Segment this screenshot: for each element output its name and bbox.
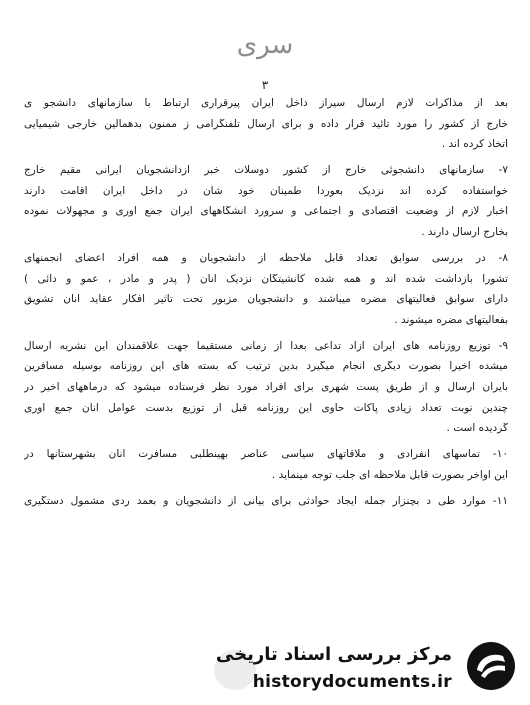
text-line: بعد از مذاکرات لازم ارسال سیراز داخل ایران پیرقراری ارتباط با سازمانهای دانشجو ی	[24, 98, 508, 109]
paragraph-11	[24, 496, 508, 507]
text-line: ۱۱- موارد طی د بچنزار جمله ایجاد حوادثی برای بیانی از دانشجویان و بعمد ردی مشمول دستگیری	[24, 495, 508, 507]
text-line: اخبار لازم از وضعیت اقتصادی و اجتماعی و سرورد انشگاههای ایران جمع آوری و مجهولات نموده	[24, 206, 508, 218]
text-line: بخارج ارسال دارند .	[421, 226, 508, 238]
text-line: خارج از کشور را مورد تائید قرار داده و برای ارسال تلفنگرامی ز ممنون بدهمالین خارجی شیمیایی	[24, 118, 508, 130]
document-body	[24, 98, 508, 522]
paragraph-intro	[24, 98, 508, 150]
watermark-url: historydocuments.ir	[252, 672, 452, 692]
text-line: چندین نوبت تعداد زیادی پاکات حاوی این روزنامه قبل از توزیع بدست عوامل آنان جمع آوری	[24, 402, 508, 414]
history-documents-logo-icon	[465, 640, 517, 692]
text-line: دارای سوابق فعالیتهای مضره میباشند و دانشجویان مزبور تحت تاثیر افکار عقاید آنان تشویق	[24, 294, 508, 306]
paragraph-9	[24, 341, 508, 434]
text-line: ۷- سازمانهای دانشجوئی خارج از کشور دوسلات خبر ازدانشجویان ایرانی مقیم خارج	[24, 165, 508, 177]
text-line: ۱۰- تماسهای انفرادی و ملاقاتهای سیاسی عناصر بهینطلبی مسافرت آنان بشهرستانها در	[24, 449, 508, 461]
classification-stamp: سری	[236, 30, 294, 60]
text-line: تشورا بازداشت شده اند و همه شده کانشیتگان نزدیک آنان ( پدر و مادر ، عمو و دائی )	[24, 273, 508, 285]
text-line: ۹- توزیع روزنامه های ایران آزاد تداعی بعدا از زمانی مستقیما جهت علاقمندان این نشریه ارسال	[24, 340, 508, 352]
text-line: بفعالیتهای مضره میشوند .	[394, 314, 508, 326]
text-line: اتخاذ کرده اند .	[441, 139, 508, 151]
paragraph-8	[24, 253, 508, 326]
text-line: خواستفاده کرده اند نزدیک بعوردا طمینان خود شان در داخل ایران اقامت دارند	[24, 185, 508, 197]
text-line: گردیده است .	[446, 423, 508, 435]
paragraph-10	[24, 449, 508, 481]
text-line: میشده اخیرا بصورت دیگری انجام میگیرد بدین ترتیب که بسته های این روزنامه بوسیله مسافرین	[24, 361, 508, 373]
paragraph-7	[24, 165, 508, 238]
text-line: این اواخر بصورت قابل ملاحظه ای جلب توجه مینماید .	[271, 469, 508, 481]
text-line: ۸- در بررسی سوابق تعداد قابل ملاحظه از دانشجویان و همه افراد اعضای انجمنهای	[24, 252, 508, 264]
text-line: بایران ارسال و از طریق پست شهری برای افراد مورد نظر فرستاده میشود که درماههای اخیر در	[24, 381, 508, 393]
watermark-title: مرکز بررسی اسناد تاریخی	[215, 644, 452, 665]
page-number: ۳	[261, 78, 269, 92]
